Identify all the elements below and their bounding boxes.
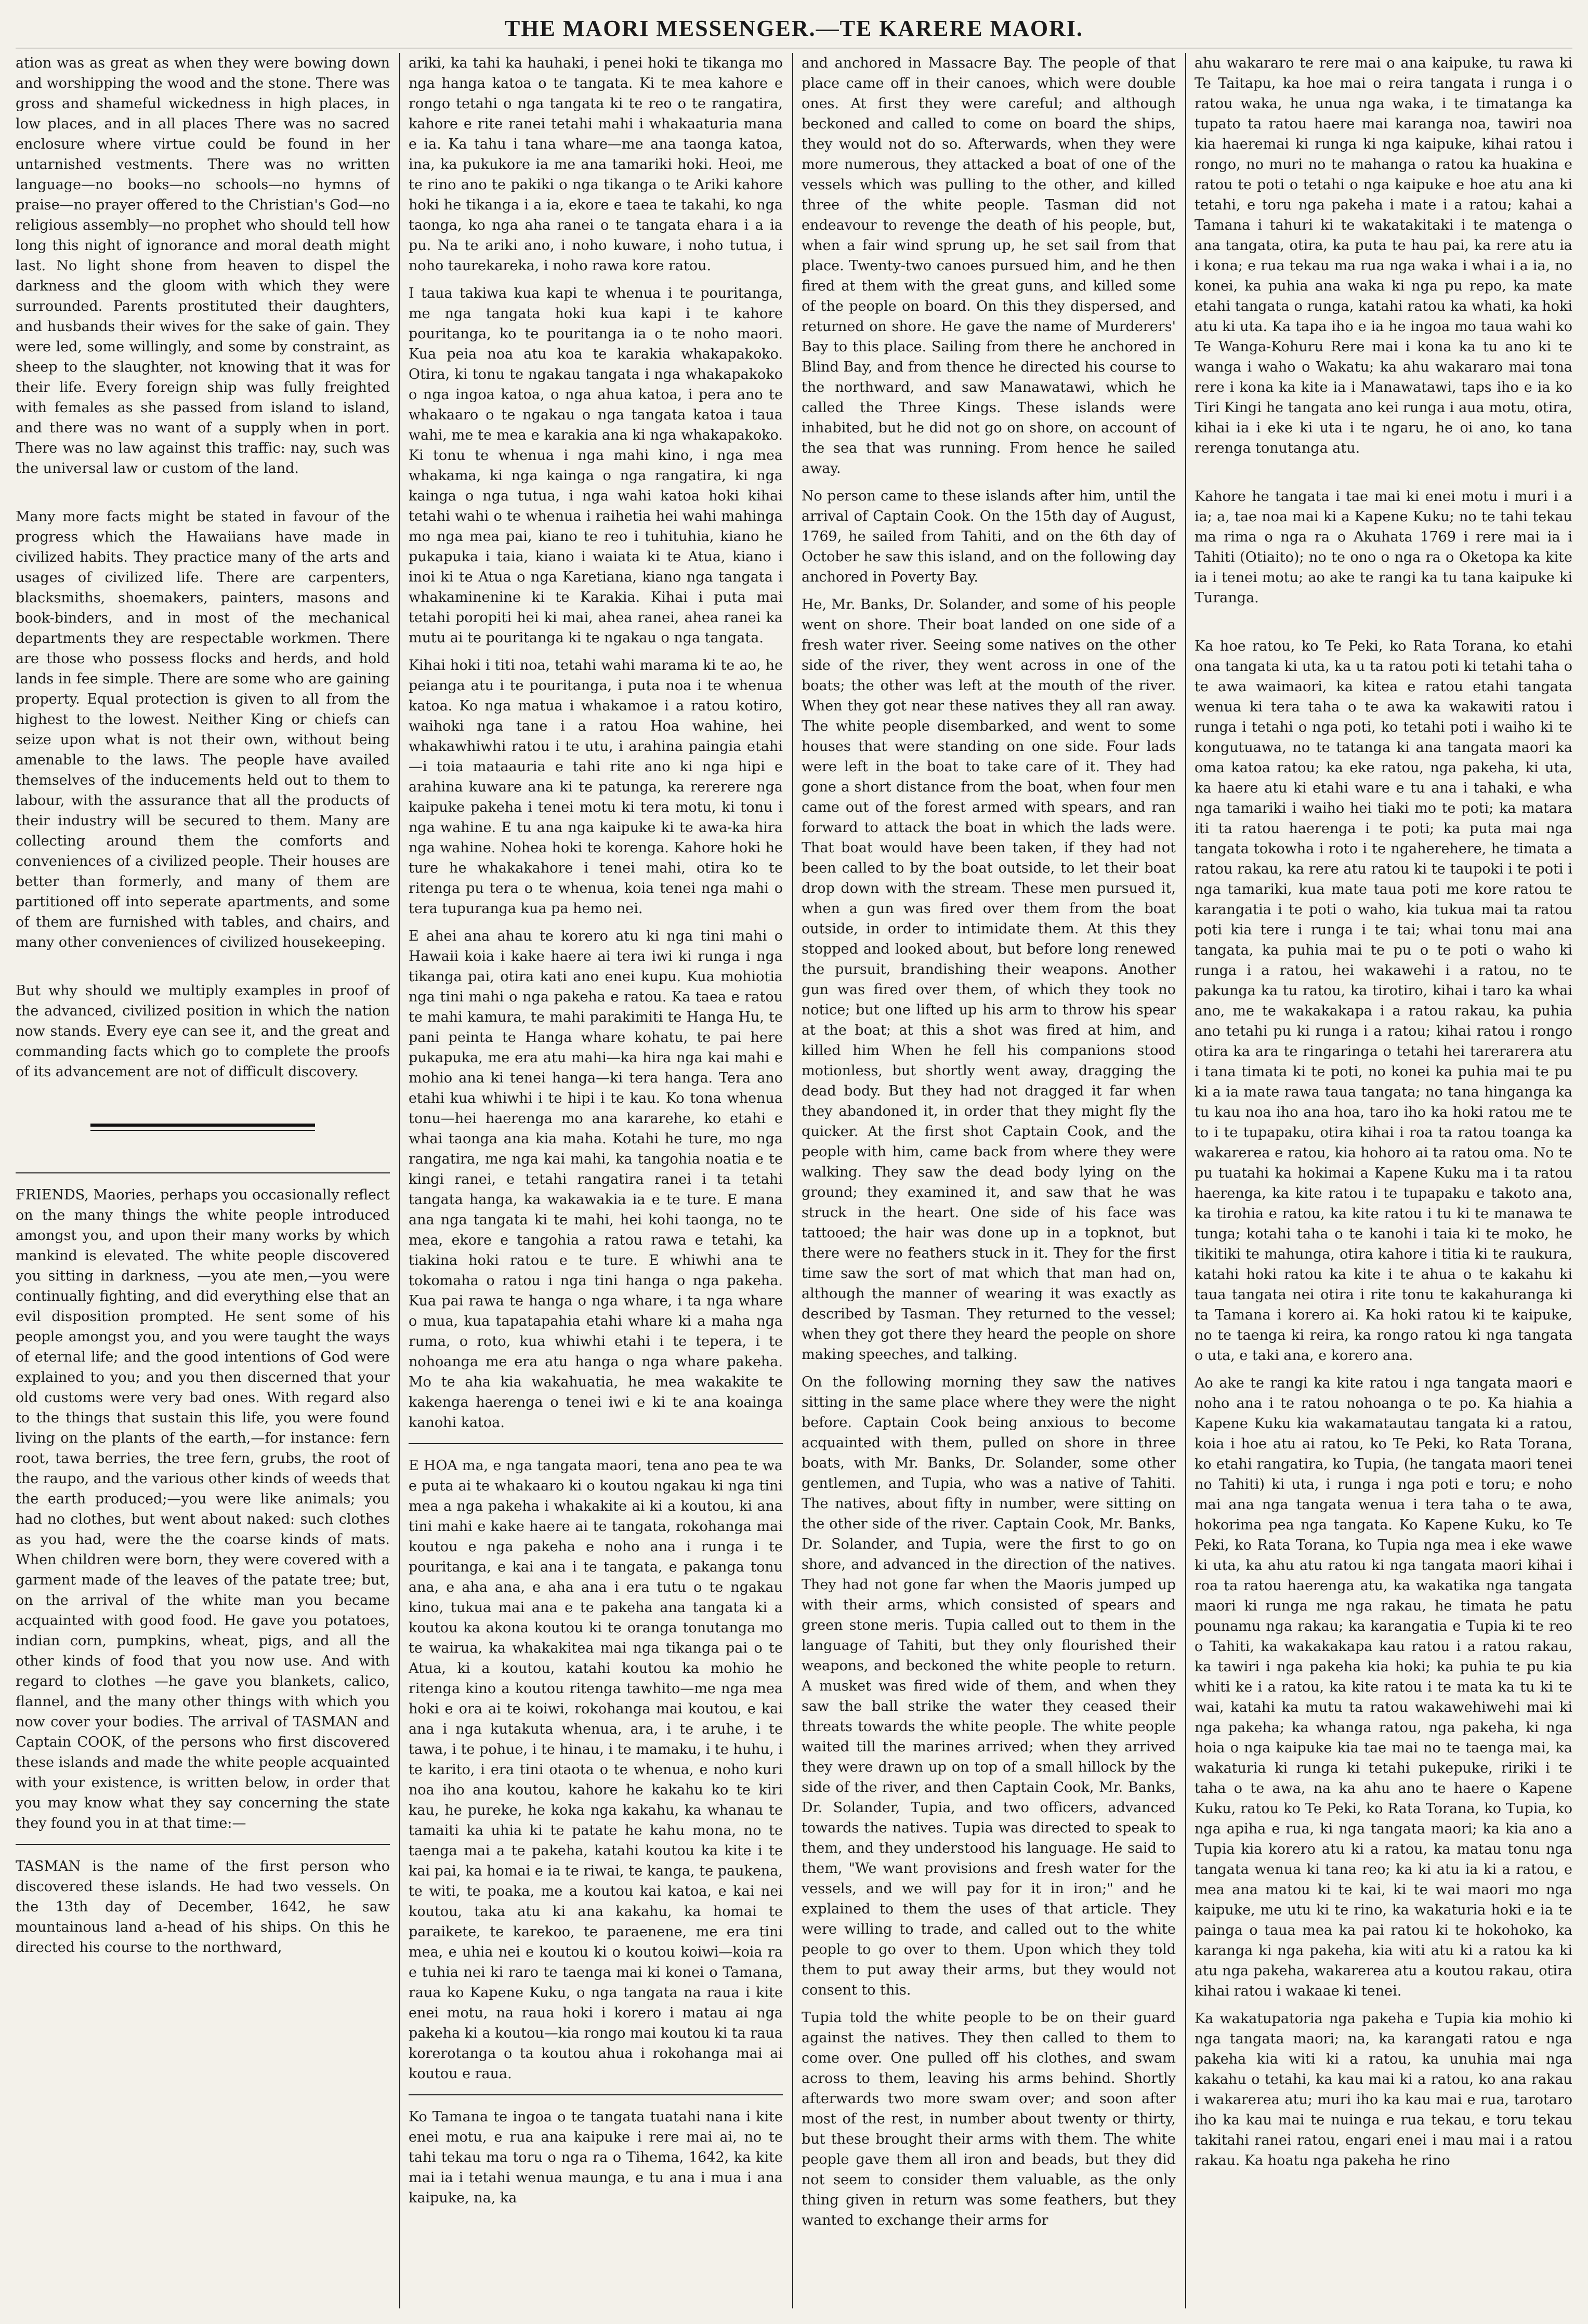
section-divider (409, 2094, 783, 2095)
article-paragraph: Ka hoe ratou, ko Te Peki, ko Rata Torana, ko etahi ona tangata ki uta, ka u ta ratou poti ki tetahi taha o te awa waimaori, ka kitea e ratou etahi tangata wenua ki tera taha o te awa ka wakawiti ratou i runga i tetahi o nga poti, ko tetahi poti i waiho ki te kongutuawa, no te tatanga ki ana tangata maori ka oma katoa ratou; ka eke ratou, nga pakeha, ki uta, ka haere atu ki etahi ware e tu ana i tahaki, e wha nga tamariki i waiho hei tiaki mo te poti; ka matara iti ta ratou haerenga i te poti; ka puta mai nga tangata tokowha i roto i te ngaherehere, he timata a ratou rakau, ka rere atu ratou ki te taupoki i te poti i nga tamariki, kua mate taua poti me kore ratou te karangatia i te poti o waho, kia tukua mai ta ratou poti kia tere i runga i te tai; whai tonu mai ana tangata, ka puhia mai te pu o te poti o waho ki runga i a ratou, hei wakawehi i a ratou, no te pakunga ka tu ratou, ka tirotiro, kihai i taro ka whai ano, me te wakakakapa i a ratou rakau, ka puhia ano tetahi pu ki runga i a ratou; kihai ratou i rongo otira ka ara te ringaringa o tetahi hei tarerarera atu i tana timata ki te poti, no konei ka puhia mai te pu ki a ia mate rawa taua tangata; no tana hinganga ka tu kau noa iho ana hoa, taro iho ka hoki ratou me te to i te tupapaku, otira kihai i roa ta ratou toanga ka wakarerea e ratou, kia hohoro ai ta ratou oma. No te pu tuatahi ka hokimai a Kapene Kuku ma i ta ratou haerenga, ka kite ratou i te tupapaku e takoto ana, ka tirohia e ratou, ka kite ratou i tu ki te manawa te tunga; kotahi taha o te kanohi i taia ki te moko, he tikitiki te mahunga, otira kahore i titia ki te raukura, katahi hoki ratou ka kite i te ahua o te kakahu ki taua tangata nei otira i rite tonu te kakahuranga ki ta Tamana i korero ai. Ka hoki ratou ki te kaipuke, no te taenga ki reira, ka rongo ratou ki nga tangata o uta, e taki ana, e korero ana. (1195, 638, 1572, 1364)
article-paragraph: E ahei ana ahau te korero atu ki nga tini mahi o Hawaii koia i kake haere ai tera iwi ki runga i nga tikanga pai, otira kati ano enei kupu. Kua mohiotia nga tini mahi o nga pakeha e ratou. Ka taea e ratou te mahi kamura, te mahi parakimiti te Hanga Hu, te pani peinta te Hanga whare kohatu, te pai here pukapuka, me era atu mahi—ka hira nga kai mahi e mohio ana ki tenei hanga—ki tera hanga. Tera ano etahi kua whiwhi i te hipi i te kau. Ko tona whenua tonu—hei haerenga mo ana kararehe, ko etahi e whai taonga ana kia maha. Kotahi he ture, mo nga rangatira, me nga kai mahi, ka tangohia noatia e te kingi ranei, e tetahi rangatira ranei i ta tetahi tangata hanga, ka wakawakia ia e te ture. E mana ana nga tangata ki te mahi, hei kohi taonga, no te mea, ekore e tangohia a ratou rawa e tetahi, ka tiakina hoki ratou e te ture. E whiwhi ana te tokomaha o ratou i nga tini hanga o nga pakeha. Kua pai rawa te hanga o nga whare, i ta nga whare o mua, kua tapatapahia etahi whare ki a maha nga ruma, o roto, kua whiwhi etahi i te tepera, i te nohoanga me era atu hanga o nga whare pakeha. Mo te aha kia wakahuatia, he mea wakakite te kakenga haerenga o tenei iwi e ki te ana koainga kanohi katoa. (409, 928, 783, 1431)
article-paragraph: Ko Tamana te ingoa o te tangata tuatahi nana i kite enei motu, e rua ana kaipuke i rere mai ai, no te tahi tekau ma toru o nga ra o Tihema, 1642, ka kite mai ia i tetahi wenua maunga, e tu ana i mua i ana kaipuke, na, ka (409, 2109, 783, 2206)
column-4 (1195, 53, 1572, 2308)
column-2 (409, 53, 783, 2308)
column-1 (16, 53, 390, 2308)
article-paragraph: He, Mr. Banks, Dr. Solander, and some of his people went on shore. Their boat landed on one side of a fresh water river. Seeing some natives on the other side of the river, they went across in one of the boats; the other was left at the mouth of the river. When they got near these natives they all ran away. The white people disembarked, and went to some houses that were standing on one side. Four lads were left in the boat to take care of it. They had gone a short distance from the boat, when four men came out of the forest armed with spears, and ran forward to attack the boat in which the lads were. That boat would have been taken, if they had not been called to by the boat outside, to let their boat drop down with the stream. These men pursued it, when a gun was fired over them from the boat outside, in order to intimidate them. At this they stopped and looked about, but before long renewed the pursuit, brandishing their weapons. Another gun was fired over them, of which they took no notice; but one lifted up his arm to throw his spear at the boat; at this a shot was fired at him, and killed him When he fell his companions stood motionless, but shortly went away, dragging the dead body. But they had not dragged it far when they abandoned it, in order that they might fly the quicker. At the first shot Captain Cook, and the people with him, came back from where they were walking. They saw the dead body lying on the ground; they examined it, and saw that he was struck in the heart. One side of his face was tattooed; the hair was done up in a topknot, but there were no feathers stuck in it. They for the first time saw the sort of mat which that man had on, although the manner of wearing it was exactly as described by Tasman. They returned to the vessel; when they got there they heard the people on shore making speeches, and talking. (802, 597, 1176, 1363)
newspaper-page (16, 10, 1572, 2314)
article-paragraph: ahu wakararo te rere mai o ana kaipuke, tu rawa ki Te Taitapu, ka hoe mai o reira tangata i runga i o ratou waka, he unua nga waka, i te timatanga ka tupato ta ratou haere mai karanga noa, tawiri noa kia haeremai ki runga ki nga kaipuke, kihai ratou i rongo, no muri no te mahanga o ratou ka huakina e ratou te poti o tetahi o nga kaipuke e hoe atu ana ki tetahi, e toru nga pakeha i mate i a ratou; kahai a Tamana i tahuri ki te wakatakitaki i te matenga o ana tangata, otira, ka puta te hau pai, ka rere atu ia i kona; e rua tekau ma rua nga waka i whai i a ia, no konei, ka puhia ana waka ki nga pu repo, ka mate etahi tangata o runga, katahi ratou ka whati, ka hoki atu ki uta. Ka tapa iho e ia he ingoa mo taua wahi ko Te Wanga-Kohuru Rere mai i kona ka tu ano ki te wanga i waho o Wakatu; ka ahu wakararo mai tona rere i kona ka kite ia i Manawatawi, taps iho e ia ko Tiri Kingi he tangata ano kei runga i aua motu, otira, kihai ia i eke ki uta i te ngaru, he oi ano, ko tana rerenga tonutanga atu. (1195, 55, 1572, 456)
article-paragraph: Kahore he tangata i tae mai ki enei motu i muri i a ia; a, tae noa mai ki a Kapene Kuku; no te tahi tekau ma rima o nga ra o Akuhata 1769 i rere mai ia i Tahiti (Otiaito); no te ono o nga ra o Oketopa ka kite ia i tenei motu; ao ake te rangi ka tu tana kaipuke ki Turanga. (1195, 488, 1572, 606)
article-paragraph: Many more facts might be stated in favour of the progress which the Hawaiians have made in civilized habits. They practice many of the arts and usages of civilized life. There are carpenters, blacksmiths, shoemakers, painters, masons and book-binders, and in most of the mechanical departments they are respectable workmen. There are those who possess flocks and herds, and hold lands in fee simple. There are some who are gaining property. Equal protection is given to all from the highest to the lowest. Neither King or chiefs can seize upon what is not their own, without being amenable to the laws. The people have availed themselves of the inducements held out to them to labour, with the assurance that all the products of their industry will be secured to them. Many are collecting around them the comforts and conveniences of a civilized people. Their houses are better than formerly, and many of them are partitioned off into seperate apartments, and some of them are furnished with tables, and chairs, and many other conveniences of civilized housekeeping. (16, 509, 390, 950)
article-paragraph: I taua takiwa kua kapi te whenua i te pouritanga, me nga tangata hoki kua kapi i te kahore pouritanga, ko te pouritanga ia o te noho maori. Kua peia noa atu koa te karakia whakapakoko. Otira, ki tonu te ngakau tangata i nga whakapakoko o nga ingoa katoa, o nga ahua katoa, i pera ano te whakaaro o te ngakau o nga tangata katoa i taua wahi, me te mea e karakia ana ki nga whakapakoko. Ki tonu te whenua i nga mahi kino, i nga mea whakama, ki nga kainga o nga rangatira, ki nga kainga o nga tutua, i nga wahi katoa hoki kihai tetahi wahi o te whenua i raihetia hei wahi mahinga mo nga mea pai, kiano te reo i tuhituhia, kiano he pukapuka i taia, kiano i waiata ki te Atua, kiano i inoi ki te Atua o nga Karetiana, kiano nga tangata i whakaminenine ki te Karakia. Kihai i puta mai tetahi poropiti hei ki mai, ahea ranei, ahea ranei ka mutu ai te pouritanga ki te ngakau o nga tangata. (409, 285, 783, 646)
article-paragraph: ariki, ka tahi ka hauhaki, i penei hoki te tikanga mo nga hanga katoa o te tangata. Ki te mea kahore e rongo tetahi o nga tangata ki te reo o te rangatira, kahore e rite ranei tetahi mahi i whakaaturia mana e ia. Ka tahu i tana whare—me ana taonga katoa, ina, ka pukukore ia me ana tamariki hoki. Heoi, me te rino ano te pakiki o nga tikanga o te Ariki kahore hoki he tikanga i a ia, ekore e taea te takahi, ko nga taonga, ko nga aha ranei o te tangata ehara i a ia pu. Na te ariki ano, i noho kuware, i noho tutua, i noho taurekareka, i noho rawa kore ratou. (409, 55, 783, 274)
column-rule (1185, 53, 1186, 2308)
article-paragraph: On the following morning they saw the natives sitting in the same place where they were the night before. Captain Cook being anxious to become acquainted with them, pulled on shore in three boats, with Mr. Banks, Dr. Solander, some other gentlemen, and Tupia, who was a native of Tahiti. The natives, about fifty in number, were sitting on the other side of the river. Captain Cook, Mr. Banks, Dr. Solander, and Tupia, were the first to go on shore, and advanced in the direction of the natives. They had not gone far when the Maoris jumped up with their arms, which consisted of spears and green stone meris. Tupia called out to them in the language of Tahiti, but they only flourished their weapons, and beckoned the white people to return. A musket was fired wide of them, and when they saw the ball strike the water they ceased their threats towards the white people. The white people waited till the marines arrived; when they arrived they were drawn up on top of a small hillock by the side of the river, and then Captain Cook, Mr. Banks, Dr. Solander, Tupia, and two officers, advanced towards the natives. Tupia was directed to speak to them, and they understood his language. He said to them, "We want provisions and fresh water for the vessels, and we will pay for it in iron;" and he explained to them the uses of that article. They were willing to trade, and called out to the white people to go over to them. Upon which they told them to put away their arms, but they would not consent to this. (802, 1374, 1176, 1998)
article-paragraph: Ao ake te rangi ka kite ratou i nga tangata maori e noho ana i te ratou nohoanga o te po. Ka hiahia a Kapene Kuku kia wakamatautau tangata ki a ratou, koia i hoe atu ai ratou, ko Te Peki, ko Rata Torana, ko etahi rangatira, ko Tupia, (he tangata maori tenei no Tahiti) ki uta, i runga i nga poti e toru; e noho mai ana nga tangata wenua i tera taha o te awa, hokorima pea nga tangata. Ko Kapene Kuku, ko Te Peki, ko Rata Torana, ko Tupia nga mea i eke wawe ki uta, ka ahu atu ratou ki nga tangata maori kihai i roa ta ratou haerenga atu, ka wakatika nga tangata maori ki runga me nga rakau, he timata he patu pounamu nga rakau; ka karangatia e Tupia ki te reo o Tahiti, ka wakakakapa kau ratou i a ratou rakau, ka tawiri i nga pakeha kia hoki; ka puhia te pu kia whiti ke i a ratou, ka kite ratou i te mata ka tu ki te wai, katahi ka mutu ta ratou wakawehiwehi mai ki nga pakeha; ka whanga ratou, nga pakeha, ki nga hoia o nga kaipuke kia tae mai no te taenga mai, ka wakaturia ki runga ki tetahi pukepuke, ririki i te taha o te awa, na ka ahu ano te haere o Kapene Kuku, ratou ko Te Peki, ko Rata Torana, ko Tupia, ko nga apiha e rua, ki nga tangata maori; ka kia ano a Tupia kia korero atu ki a ratou, ka matau tonu nga tangata wenua ki tana reo; ka ki atu ia ki a ratou, e mea ana matou ki te kai, ki te wai maori mo nga kaipuke, me utu ki te rino, ka wakaturia hoki e ia te painga o taua mea ka pai ratou ki te hokohoko, ka karanga ki nga pakeha, kia witi atu ki a ratou ka ki atu nga pakeha, wakarerea atu a koutou rakau, otira kihai ratou i wakaae ki tenei. (1195, 1375, 1572, 1999)
columns (16, 53, 1572, 2308)
article-paragraph: Tupia told the white people to be on their guard against the natives. They then called to them to come over. One pulled off his clothes, and swam across to them, leaving his arms behind. Shortly afterwards two more swam over; and soon after most of the rest, in number about twenty or thirty, but these brought their arms with them. The white people gave them all iron and beads, but they did not seem to consider them valuable, as the only thing given in return was some feathers, but they wanted to exchange their arms for (802, 2010, 1176, 2228)
column-rule (399, 53, 400, 2308)
article-paragraph: Ka wakatupatoria nga pakeha e Tupia kia mohio ki nga tangata maori; na, ka karangati ratou e nga pakeha kia witi ki a ratou, ka unuhia mai nga kakahu o tetahi, ka kau mai ki a ratou, ko ana rakau i wakarerea atu; muri iho ka kau mai e rua, tarotaro iho ka kau mai te nuinga e rua tekau, e toru tekau takitahi ranei ratou, engari enei i mau mai i a ratou rakau. Ka hoatu nga pakeha he rino (1195, 2011, 1572, 2169)
section-divider (16, 1172, 390, 1173)
section-ornament (90, 1124, 315, 1131)
article-paragraph: and anchored in Massacre Bay. The people of that place came off in their canoes, which were double ones. At first they were careful; and although beckoned and called to come on board the ships, they would not do so. Afterwards, when they were more numerous, they attacked a boat of one of the vessels which was pulling to the other, and killed three of the white people. Tasman did not endeavour to revenge the death of his people, but, when a fair wind sprung up, he set sail from that place. Twenty-two canoes pursued him, and he then fired at them with the great guns, and killed some of the people on board. On this they dispersed, and returned on shore. He gave the name of Murderers' Bay to this place. Sailing from there he anchored in Blind Bay, and from thence he directed his course to the northward, and saw Manawatawi, which he called the Three Kings. These islands were inhabited, but he did not go on shore, on account of the sea that was running. From hence he sailed away. (802, 55, 1176, 477)
article-paragraph: E HOA ma, e nga tangata maori, tena ano pea te wa e puta ai te whakaaro ki o koutou ngakau ki nga tini mea a nga pakeha i whakakite ai ki a koutou, ki ana tini mahi e kake haere ai te tangata, rokohanga mai koutou e nga pakeha e noho ana i runga i te pouritanga, e kai ana i te tangata, e pakanga tonu ana, e aha ana, e aha ana i era tutu o te ngakau kino, tukua mai ana e te pakeha ana tangata ki a koutou ka akona koutou ki te oranga tonutanga mo te wairua, ka whakakitea mai nga tikanga pai o te Atua, ki a koutou, katahi koutou ka mohio he ritenga kino a koutou ritenga tawhito—me nga mea hoki e ora ai te koiwi, rokohanga mai koutou, e kai ana i nga kutakuta whenua, ara, i te aruhe, i te tawa, i te pohue, i te hinau, i te mamaku, i te huhu, i te karito, i era tini otaota o te whenua, e noho kuri noa iho ana koutou, kahore he kakahu ko te kiri kau, he pureke, he koka nga kakahu, ka whanau te tamaiti ka uhia ki te patate he kahu mona, no te taenga mai a te pakeha, katahi koutou ka kite i te kai pai, ka homai e ia te riwai, te kanga, te paukena, te witi, te poaka, me a koutou kai katoa, e kai nei koutou, taka atu ki ana kakahu, ka homai te paraikete, te karekoo, te paraenene, me era tini mea, e uhia nei e koutou ki o koutou koiwi—koia ra e tuhia nei ki raro te taenga mai ki konei o Tamana, raua ko Kapene Kuku, o nga tangata na raua i kite enei motu, na raua hoki i korero i matau ai nga pakeha ki a koutou—kia rongo mai koutou ki ta raua korerotanga o ta koutou ahua i rokohanga mai ai koutou e raua. (409, 1458, 783, 2082)
section-divider (409, 1443, 783, 1444)
masthead-title: THE MAORI MESSENGER.—TE KARERE MAORI. (16, 10, 1572, 48)
article-paragraph: FRIENDS, Maories, perhaps you occasionally reflect on the many things the white people introduced amongst you, and upon their many works by which mankind is elevated. The white people discovered you sitting in darkness, —you ate men,—you were continually fighting, and did everything else that an evil disposition prompted. He sent some of his people amongst you, and you were taught the ways of eternal life; and the good intentions of God were explained to you; and you then discerned that your old customs were very bad ones. With regard also to the things that sustain this life, you were found living on the plants of the earth,—for instance: fern root, tawa berries, the tree fern, grubs, the root of the raupo, and the various other kinds of weeds that the earth produced;—you were like animals; you had no clothes, but went about naked: such clothes as you had, were the the coarse kinds of mats. When children were born, they were covered with a garment made of the leaves of the patate tree; but, on the arrival of the white man you became acquainted with good food. He gave you potatoes, indian corn, pumpkins, wheat, pigs, and all the other kinds of food that you now use. And with regard to clothes —he gave you blankets, calico, flannel, and the many other things with which you now cover your bodies. The arrival of TASMAN and Captain COOK, of the persons who first discovered these islands and made the white people acquainted with your existence, is written below, in order that you may know what they say concerning the state they found you in at that time:— (16, 1187, 390, 1831)
article-paragraph: No person came to these islands after him, until the arrival of Captain Cook. On the 15th day of August, 1769, he sailed from Tahiti, and on the 6th day of October he saw this island, and on the following day anchored in Poverty Bay. (802, 488, 1176, 585)
section-divider (16, 1844, 390, 1845)
article-paragraph: But why should we multiply examples in proof of the advanced, civilized position in which the nation now stands. Every eye can see it, and the great and commanding facts which go to complete the proofs of its advancement are not of difficult discovery. (16, 983, 390, 1080)
article-paragraph: ation was as great as when they were bowing down and worshipping the wood and the stone. There was gross and shameful wickedness in high places, in low places, and in all places There was no sacred enclosure where virtue could be found in her untarnished vestments. There was no written language—no books—no schools—no hymns of praise—no prayer offered to the Christian's God—no religious assembly—no prophet who should tell how long this night of ignorance and moral death might last. No light shone from heaven to dispel the darkness and the gloom with which they were surrounded. Parents prostituted their daughters, and husbands their wives for the sake of gain. They were led, some willingly, and some by constraint, as sheep to the slaughter, not knowing that it was for their life. Every foreign ship was fully freighted with females as she passed from island to island, and there was no want of a supply when in port. There was no law against this traffic: nay, such was the universal law or custom of the land. (16, 55, 390, 477)
column-3 (802, 53, 1176, 2308)
article-paragraph: Kihai hoki i titi noa, tetahi wahi marama ki te ao, he peianga atu i te pouritanga, i puta noa i te whenua katoa. Ko nga matua i whakamoe i a ratou kotiro, waihoki nga tane i a ratou Hoa wahine, hei whakawhiwhi ratou i te utu, i arahina paingia etahi—i toia mataauria e tahi rite ano ki nga hipi e arahina kuware ana ki te patunga, ka rererere nga kaipuke pakeha i tenei motu ki tera motu, ki tonu i nga wahine. E tu ana nga kaipuke ki te awa-ka hira nga wahine. Nohea hoki te korenga. Kahore hoki he ture he whakakahore i tenei mahi, otira ko te ritenga pu tera o te whenua, koia tenei nga mahi o tera tupuranga kua pa hemo nei. (409, 657, 783, 917)
article-paragraph: TASMAN is the name of the first person who discovered these islands. He had two vessels. On the 13th day of December, 1642, he saw mountainous land a-head of his ships. On this he directed his course to the northward, (16, 1858, 390, 1956)
column-rule (792, 53, 793, 2308)
